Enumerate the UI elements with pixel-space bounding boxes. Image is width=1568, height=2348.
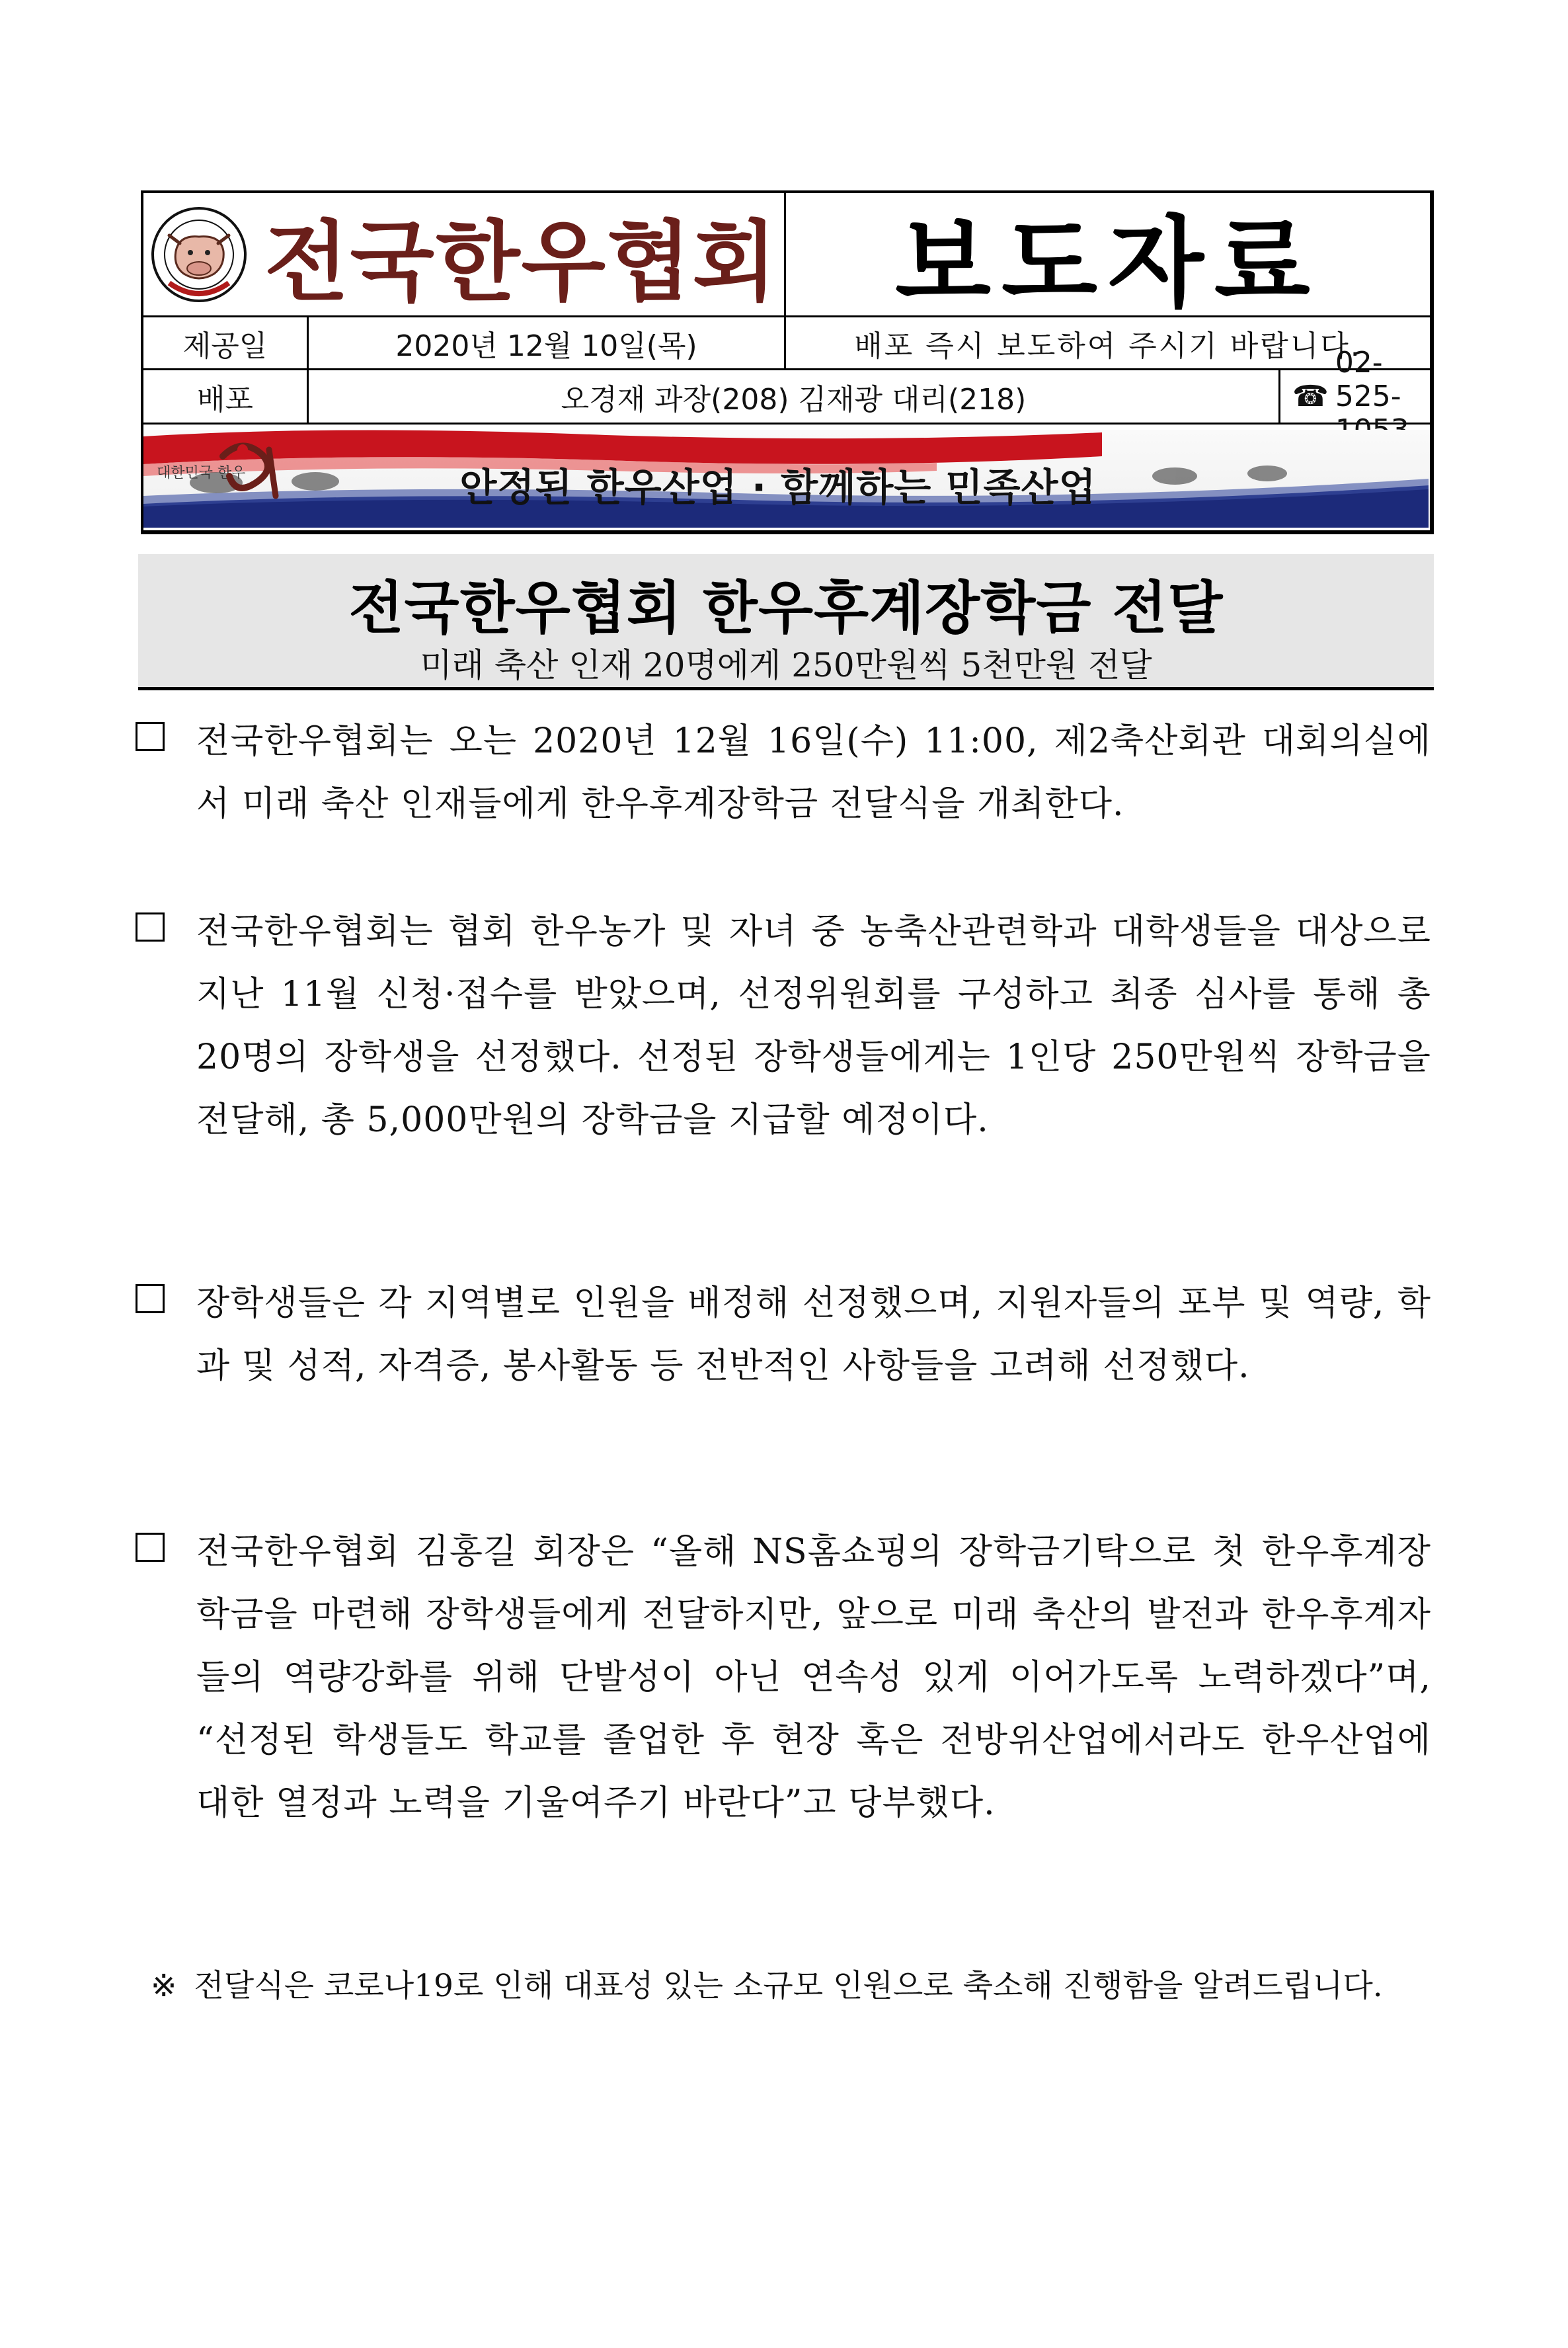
header-date-row: [143, 317, 1430, 370]
paragraph-text: 장학생들은 각 지역별로 인원을 배정해 선정했으며, 지원자들의 포부 및 역량, 학과 및 성적, 자격증, 봉사활동 등 전반적인 사항들을 고려해 선정했다.: [196, 1283, 1431, 1386]
phone-number: 02-525-: [1335, 346, 1401, 413]
distribution-label-cell: [143, 370, 309, 423]
header-banner-row: [143, 425, 1430, 533]
date-value-cell: [309, 317, 786, 368]
date-value: 2020년 12월 10일(목): [395, 329, 697, 363]
body-paragraph: [136, 710, 1431, 836]
paragraph-text: 전국한우협회는 협회 한우농가 및 자녀 중 농축산관련학과 대학생들을 대상으로 지난 11월 신청·접수를 받았으며, 선정위원회를 구성하고 최종 심사를 통해 총 20명의 장학생을 선정했다. 선정된 장학생들에게는 1인당 250만원씩 장학금을 전달해, 총 5,000만원의 장학금을 지급할 예정이다.: [196, 912, 1431, 1140]
press-release-header: [141, 190, 1434, 534]
telephone-icon: ☎: [1292, 380, 1329, 413]
release-note-cell: [786, 317, 1430, 368]
footnote-text: 전달식은 코로나19로 인해 대표성 있는 소규모 인원으로 축소해 진행함을 알려드립니다.: [194, 1968, 1383, 2004]
association-cell: [143, 193, 786, 315]
checkbox-bullet-icon: [136, 722, 165, 751]
checkbox-bullet-icon: [136, 1533, 165, 1562]
main-title: 전국한우협회 한우후계장학금 전달: [348, 575, 1224, 641]
body-paragraph: [136, 1521, 1431, 1835]
phone-cell: [1280, 346, 1430, 423]
distribution-label: 배포: [196, 382, 253, 417]
headline-block: [138, 554, 1434, 690]
reference-mark-icon: ※: [151, 1968, 177, 2004]
association-name: 전국한우협회: [264, 211, 779, 313]
slogan-banner: [143, 430, 1430, 528]
press-release-label-cell: [786, 193, 1430, 321]
checkbox-bullet-icon: [136, 912, 165, 942]
date-label-cell: [143, 317, 309, 368]
header-title-row: [143, 193, 1430, 321]
banner-slogan: 안정된 한우산업 · 함께하는 민족산업: [459, 465, 1097, 510]
checkbox-bullet-icon: [136, 1284, 165, 1313]
body-paragraph: [136, 1272, 1431, 1398]
contacts: 오경재 과장(208) 김재광 대리(218): [561, 382, 1027, 417]
footnote: [151, 1961, 1433, 2005]
press-release-label: 보도자료: [895, 206, 1321, 321]
paragraph-text: 전국한우협회 김홍길 회장은 “올해 NS홈쇼핑의 장학금기탁으로 첫 한우후계장학금을 마련해 장학생들에게 전달하지만, 앞으로 미래 축산의 발전과 한우후계자들의 역량강화를 위해 단발성이 아닌 연속성 있게 이어가도록 노력하겠다”며, “선정된 학생들도 학교를 졸업한 후 현장 혹은 전방위산업에서라도 한우산업에 대한 열정과 노력을 기울여주기 바란다”고 당부했다.: [196, 1532, 1431, 1823]
paragraph-text: 전국한우협회는 오는 2020년 12월 16일(수) 11:00, 제2축산회관 대회의실에서 미래 축산 인재들에게 한우후계장학금 전달식을 개최한다.: [196, 721, 1431, 824]
sub-title: 미래 축산 인재 20명에게 250만원씩 5천만원 전달: [420, 646, 1152, 684]
contacts-cell: [309, 370, 1280, 423]
body-paragraph: [136, 901, 1431, 1152]
hanwoo-brand-text: 대한민국 한우: [157, 465, 246, 481]
release-note: 배포 즉시 보도하여 주시기 바랍니다.: [854, 329, 1362, 363]
hanwoo-brand-mark: [143, 430, 342, 516]
hanwoo-association-logo: [149, 205, 249, 304]
date-label: 제공일: [182, 329, 268, 363]
